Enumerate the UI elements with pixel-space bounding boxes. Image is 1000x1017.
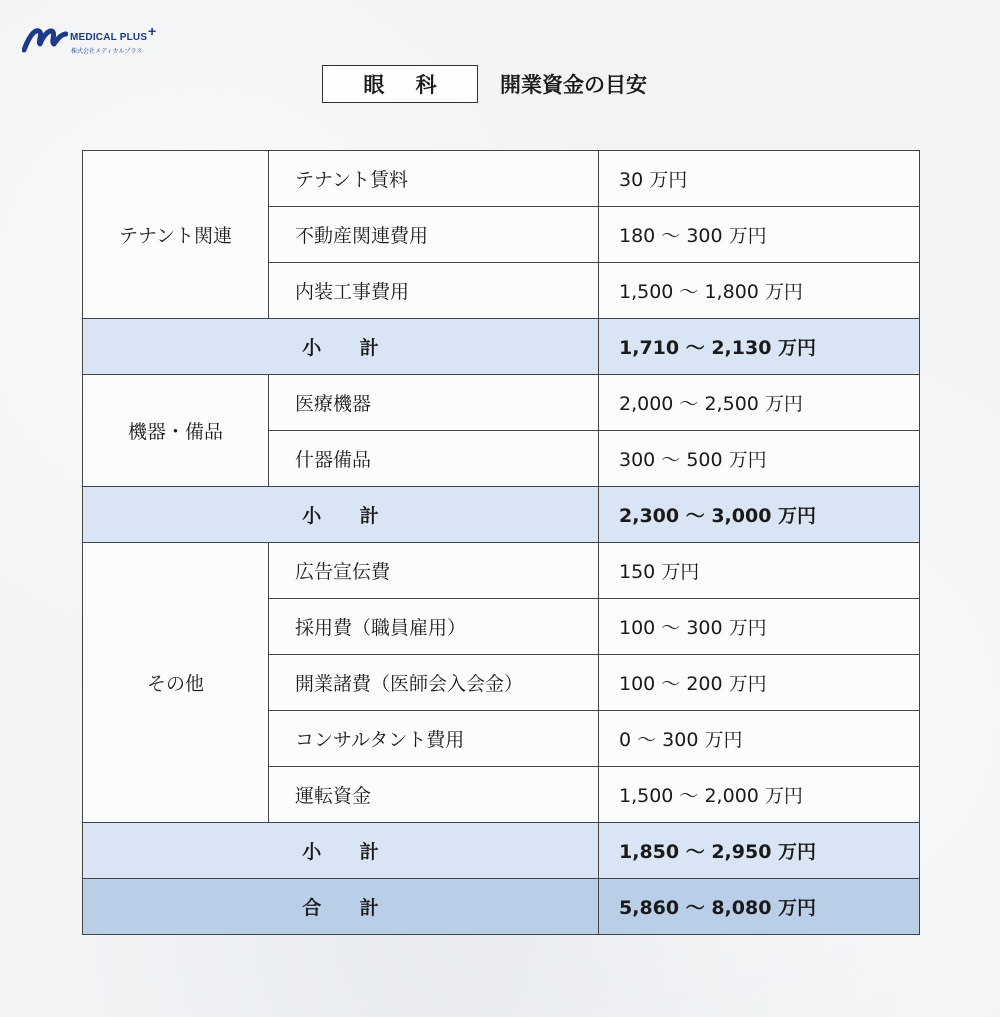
item-label: 不動産関連費用: [269, 207, 599, 263]
subtotal-value: 1,710 〜 2,130 万円: [599, 319, 920, 375]
page-title: 開業資金の目安: [500, 73, 647, 97]
specialty-label: 眼 科: [322, 65, 478, 103]
item-value: 2,000 〜 2,500 万円: [599, 375, 920, 431]
table-row: [83, 375, 920, 431]
item-label: テナント賃料: [269, 151, 599, 207]
opening-budget-table: [82, 150, 920, 935]
category-cell: その他: [83, 543, 269, 823]
subtotal-value: 1,850 〜 2,950 万円: [599, 823, 920, 879]
item-label: 開業諸費（医師会入会金）: [269, 655, 599, 711]
item-value: 30 万円: [599, 151, 920, 207]
item-label: 内装工事費用: [269, 263, 599, 319]
item-value: 100 〜 200 万円: [599, 655, 920, 711]
total-value: 5,860 〜 8,080 万円: [599, 879, 920, 935]
item-value: 300 〜 500 万円: [599, 431, 920, 487]
subtotal-row: [83, 487, 920, 543]
subtotal-label: 小 計: [83, 487, 599, 543]
total-label: 合 計: [83, 879, 599, 935]
table-row: [83, 543, 920, 599]
subtotal-row: [83, 319, 920, 375]
item-value: 180 〜 300 万円: [599, 207, 920, 263]
subtotal-label: 小 計: [83, 823, 599, 879]
logo-plus-mark: +: [148, 23, 157, 39]
subtotal-label: 小 計: [83, 319, 599, 375]
item-value: 1,500 〜 2,000 万円: [599, 767, 920, 823]
item-label: 採用費（職員雇用）: [269, 599, 599, 655]
table-row: [83, 151, 920, 207]
item-value: 100 〜 300 万円: [599, 599, 920, 655]
category-cell: 機器・備品: [83, 375, 269, 487]
total-row: [83, 879, 920, 935]
item-value: 150 万円: [599, 543, 920, 599]
company-logo: [22, 23, 157, 60]
item-value: 1,500 〜 1,800 万円: [599, 263, 920, 319]
item-value: 0 〜 300 万円: [599, 711, 920, 767]
item-label: 医療機器: [269, 375, 599, 431]
item-label: 什器備品: [269, 431, 599, 487]
item-label: 運転資金: [269, 767, 599, 823]
category-cell: テナント関連: [83, 151, 269, 319]
subtotal-value: 2,300 〜 3,000 万円: [599, 487, 920, 543]
item-label: コンサルタント費用: [269, 711, 599, 767]
item-label: 広告宣伝費: [269, 543, 599, 599]
logo-wordmark: MEDICAL PLUS: [70, 32, 148, 43]
medical-plus-logo-icon: [22, 24, 68, 54]
subtotal-row: [83, 823, 920, 879]
logo-company-name: 株式会社メディカルプラス: [71, 48, 143, 55]
